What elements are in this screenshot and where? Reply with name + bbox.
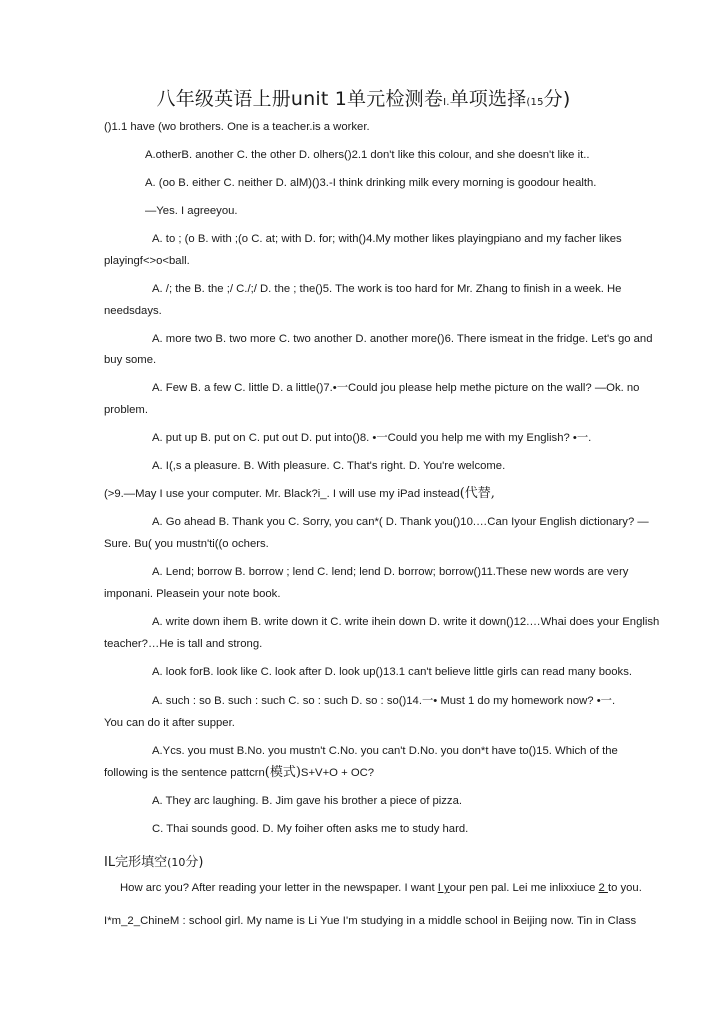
page-title: [0, 84, 727, 111]
text-line: imponani. Pleasein your note book.: [104, 588, 281, 600]
text-line: ()1.1 have (wo brothers. One is a teacher.is a worker.: [104, 121, 370, 133]
section-score-small: (10: [167, 856, 186, 869]
text-line: A. look forB. look like C. look after D. look up()13.1 can't believe little girls can read many books.: [152, 666, 632, 678]
text-line: A. write down ihem B. write down it C. write ihein down D. write it down()12.…Whai does your English: [152, 616, 660, 628]
text-line: A.otherB. another C. the other D. olhers()2.1 don't like this colour, and she doesn't like it..: [145, 149, 590, 161]
text-line: playingf<>o<ball.: [104, 255, 190, 267]
title-main: 八年级英语上册unit 1单元检测卷: [156, 88, 444, 110]
pattern-text: S+V+O + OC?: [300, 767, 375, 779]
title-tail-small: I.: [443, 97, 450, 108]
text-line: A. more two B. two more C. two another D. another more()6. There ismeat in the fridge. Let's go and: [152, 333, 653, 345]
passage-text: our pen pal. Lei me inlixxiuce: [449, 882, 599, 894]
blank-2: 2: [598, 882, 608, 894]
text-line: [104, 766, 374, 780]
text-line: A. (oo B. either C. neither D. alM)()3.-I think drinking milk every morning is goodour health.: [145, 177, 597, 189]
blank-1: I y: [437, 882, 450, 894]
section-heading-cloze: [104, 851, 203, 870]
question-15-text: following is the sentence pattcrn: [104, 767, 265, 779]
text-line: A. /; the B. the ;/ C./;/ D. the ; the()5. The work is too hard for Mr. Zhang to finish in a week. He: [152, 283, 622, 295]
text-line: buy some.: [104, 354, 157, 366]
text-line: C. Thai sounds good. D. My foiher often asks me to study hard.: [152, 823, 469, 835]
title-score-end: 分): [543, 88, 571, 110]
title-section: 单项选择: [449, 88, 527, 110]
text-line: —Yes. I agreeyou.: [145, 205, 238, 217]
text-line: You can do it after supper.: [104, 717, 235, 729]
section-score-end: 分): [185, 855, 204, 870]
text-line: A. Lend; borrow B. borrow ; lend C. lend; lend D. borrow; borrow()11.These new words are very: [152, 566, 629, 578]
title-score-small: (15: [526, 97, 544, 108]
passage-line: [120, 881, 642, 895]
passage-line: I*m_2_ChineM : school girl. My name is Li Yue I'm studying in a middle school in Beijing now. Tin in Class: [104, 915, 637, 927]
text-line: needsdays.: [104, 305, 162, 317]
text-line: A. such : so B. such : such C. so : such D. so : so()14.一• Must 1 do my homework now? •一.: [152, 695, 616, 707]
passage-text: How arc you? After reading your letter in the newspaper. I want: [120, 882, 438, 894]
gloss-text: (代替,: [459, 486, 495, 501]
text-line: Sure. Bu( you mustn'ti((o ochers.: [104, 538, 269, 550]
passage-text: to you.: [607, 882, 642, 894]
text-line: A. I(,s a pleasure. B. With pleasure. C. That's right. D. You're welcome.: [152, 460, 506, 472]
text-line: A. put up B. put on C. put out D. put into()8. •一Could you help me with my English? •一.: [152, 432, 592, 444]
question-9-text: (>9.—May I use your computer. Mr. Black?i_. I will use my iPad instead: [104, 488, 460, 500]
text-line: A. to ; (o B. with ;(o C. at; with D. for; with()4.My mother likes playingpiano and my facher likes: [152, 233, 622, 245]
text-line: [104, 487, 495, 501]
gloss-text: (模式): [264, 765, 301, 780]
text-line: A. Go ahead B. Thank you C. Sorry, you can*( D. Thank you()10.…Can Iyour English dictionary? —: [152, 516, 649, 528]
text-line: A.Ycs. you must B.No. you mustn't C.No. you can't D.No. you don*t have to()15. Which of the: [152, 745, 618, 757]
text-line: problem.: [104, 404, 148, 416]
text-line: A. Few B. a few C. little D. a little()7.•一Could jou please help methe picture on the wall? —Ok. no: [152, 382, 640, 394]
text-line: A. They arc laughing. B. Jim gave his brother a piece of pizza.: [152, 795, 462, 807]
section-label: IL完形填空: [104, 855, 168, 870]
text-line: teacher?…He is tall and strong.: [104, 638, 263, 650]
